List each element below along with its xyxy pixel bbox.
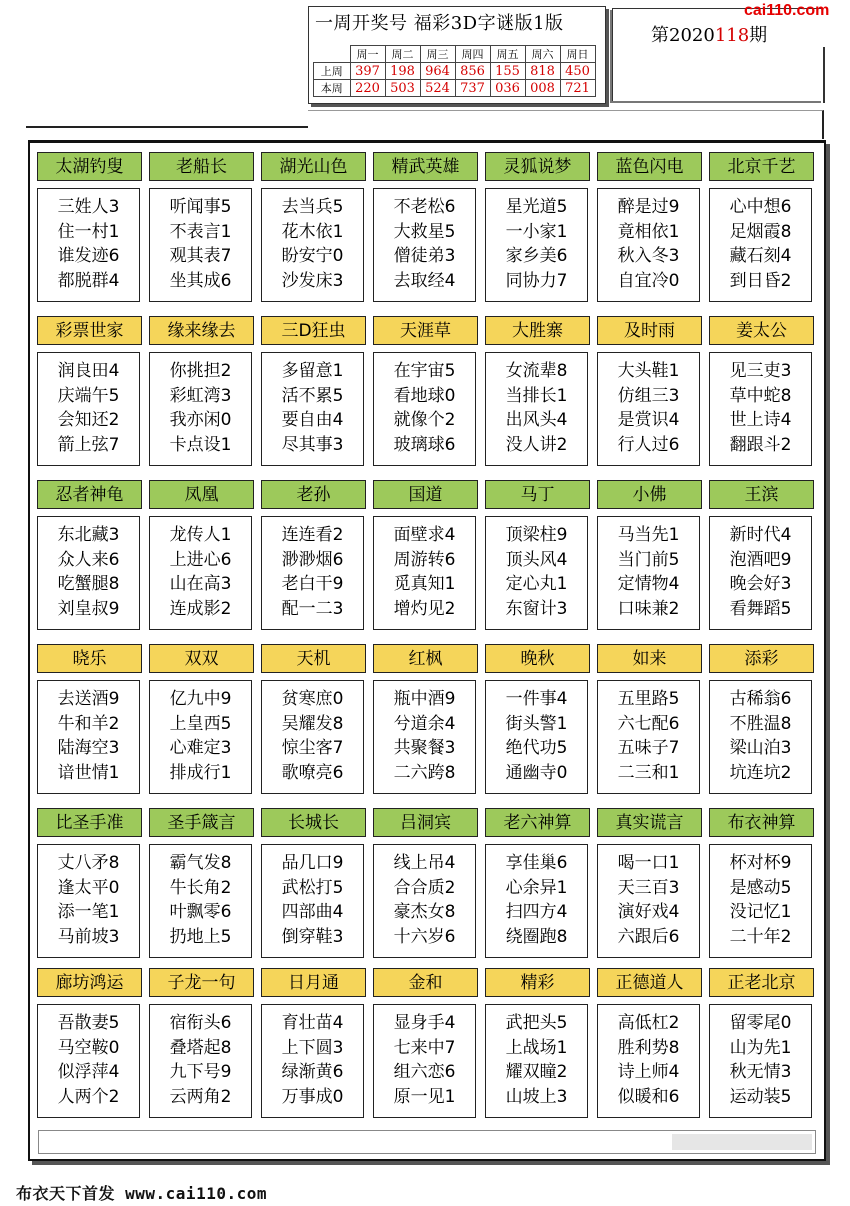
riddle-line: 逢太平0: [57, 877, 120, 898]
riddle-line: 绿渐黄6: [281, 1062, 344, 1082]
riddle-line: 吴耀发8: [281, 713, 344, 734]
riddle-lines: [261, 844, 364, 958]
riddle-lines: [149, 844, 252, 958]
riddle-line: 共聚餐3: [393, 738, 456, 758]
day-header: 周六: [525, 46, 560, 63]
riddle-line: 瓶中酒9: [393, 689, 456, 709]
site-logo: cai110.com: [744, 2, 830, 19]
riddle-line: 惊尘客7: [281, 738, 344, 758]
riddle-lines: [261, 680, 364, 794]
riddle-line: 翻跟斗2: [729, 434, 792, 455]
riddle-line: 刘皇叔9: [57, 598, 120, 619]
riddle-line: 六七配6: [617, 713, 680, 734]
riddle-line: 绕圈跑8: [505, 926, 568, 947]
riddle-line: 诗上师4: [617, 1062, 680, 1082]
riddle-line: 去送酒9: [57, 689, 120, 709]
riddle-line: 到日昏2: [729, 270, 792, 291]
riddle-lines: [709, 352, 812, 466]
riddle-line: 星光道5: [505, 197, 568, 217]
riddle-lines: [37, 1004, 140, 1118]
riddle-line: 藏石刻4: [729, 246, 792, 266]
author-name: 老六神算: [485, 808, 590, 837]
period-label: [651, 21, 767, 47]
riddle-line: 大头鞋1: [617, 361, 680, 381]
author-name: 三D狂虫: [261, 316, 366, 345]
riddle-line: 扔地上5: [169, 926, 232, 947]
riddle-line: 三姓人3: [57, 197, 120, 217]
riddle-lines: [373, 1004, 476, 1118]
riddle-line: 叶飘零6: [169, 902, 232, 922]
riddle-line: 二六跨8: [393, 762, 456, 783]
riddle-line: 添一笔1: [57, 902, 120, 922]
riddle-line: 谁发迹6: [57, 246, 120, 266]
riddle-line: 原一见1: [393, 1086, 456, 1107]
riddle-line: 沙发床3: [281, 270, 344, 291]
riddle-line: 箭上弦7: [57, 434, 120, 455]
riddle-line: 似暖和6: [617, 1086, 680, 1107]
riddle-line: 上下圆3: [281, 1037, 344, 1058]
riddle-line: 卡点设1: [169, 434, 232, 455]
result-number: 721: [560, 80, 595, 97]
day-header: 周五: [490, 46, 525, 63]
riddle-line: 我亦闲0: [169, 410, 232, 430]
riddle-line: 歌嘹亮6: [281, 762, 344, 783]
riddle-line: 耀双瞳2: [505, 1062, 568, 1082]
riddle-line: 顶头风4: [505, 549, 568, 570]
riddle-line: 梁山泊3: [729, 738, 792, 758]
riddle-line: 就像个2: [393, 410, 456, 430]
author-name: 太湖钓叟: [37, 152, 142, 181]
author-name: 子龙一句: [149, 968, 254, 997]
author-name: 老孙: [261, 480, 366, 509]
riddle-line: 似浮萍4: [57, 1062, 120, 1082]
riddle-line: 七来中7: [393, 1037, 456, 1058]
riddle-line: 上战场1: [505, 1037, 568, 1058]
riddle-lines: [37, 844, 140, 958]
riddle-line: 喝一口1: [617, 853, 680, 873]
riddle-line: 老白干9: [281, 574, 344, 594]
riddle-line: 五里路5: [617, 689, 680, 709]
last-week-label: 上周: [314, 63, 351, 80]
riddle-line: 宿衔头6: [169, 1013, 232, 1033]
author-name: 凤凰: [149, 480, 254, 509]
this-week-label: 本周: [314, 80, 351, 97]
riddle-line: 马前坡3: [57, 926, 120, 947]
riddle-line: 演好戏4: [617, 902, 680, 922]
riddle-line: 观其表7: [169, 246, 232, 266]
riddle-lines: [709, 844, 812, 958]
riddle-line: 山坡上3: [505, 1086, 568, 1107]
riddle-line: 醉是过9: [617, 197, 680, 217]
riddle-lines: [597, 188, 700, 302]
author-name: 缘来缘去: [149, 316, 254, 345]
author-name: 蓝色闪电: [597, 152, 702, 181]
riddle-lines: [37, 680, 140, 794]
riddle-lines: [597, 352, 700, 466]
riddle-line: 不胜温8: [729, 713, 792, 734]
riddle-line: 彩虹湾3: [169, 385, 232, 406]
riddle-lines: [709, 1004, 812, 1118]
author-name: 廊坊鸿运: [37, 968, 142, 997]
result-number: 220: [350, 80, 385, 97]
riddle-line: 没记忆1: [729, 902, 792, 922]
riddle-line: 享佳巢6: [505, 853, 568, 873]
riddle-lines: [485, 516, 588, 630]
riddle-line: 二十年2: [729, 926, 792, 947]
riddle-line: 配一二3: [281, 598, 344, 619]
riddle-lines: [485, 680, 588, 794]
author-name: 精武英雄: [373, 152, 478, 181]
riddle-lines: [485, 352, 588, 466]
author-name: 湖光山色: [261, 152, 366, 181]
riddle-line: 育壮苗4: [281, 1013, 344, 1033]
day-header: 周日: [560, 46, 595, 63]
riddle-line: 仿组三3: [617, 385, 680, 406]
result-number: 503: [385, 80, 420, 97]
riddle-lines: [261, 1004, 364, 1118]
riddle-line: 定心丸1: [505, 574, 568, 594]
riddle-line: 古稀翁6: [729, 689, 792, 709]
author-name: 双双: [149, 644, 254, 673]
period-number: 118: [714, 25, 750, 46]
riddle-line: 听闻事5: [169, 197, 232, 217]
riddle-line: 高低杠2: [617, 1013, 680, 1033]
riddle-line: 是赏识4: [617, 410, 680, 430]
riddle-line: 二三和1: [617, 762, 680, 783]
riddle-line: 多留意1: [281, 361, 344, 381]
riddle-line: 女流辈8: [505, 361, 568, 381]
riddle-line: 十六岁6: [393, 926, 456, 947]
riddle-line: 街头警1: [505, 713, 568, 734]
riddle-line: 心余异1: [505, 877, 568, 898]
riddle-line: 牛和羊2: [57, 713, 120, 734]
riddle-line: 兮道余4: [393, 713, 456, 734]
riddle-line: 顶梁柱9: [505, 525, 568, 545]
riddle-line: 陆海空3: [57, 738, 120, 758]
author-name: 晚秋: [485, 644, 590, 673]
author-name: 布衣神算: [709, 808, 814, 837]
riddle-lines: [149, 352, 252, 466]
author-name: 灵狐说梦: [485, 152, 590, 181]
corner-cell: [314, 46, 351, 63]
riddle-lines: [709, 188, 812, 302]
author-name: 日月通: [261, 968, 366, 997]
riddle-line: 线上吊4: [393, 853, 456, 873]
riddle-line: 山为先1: [729, 1037, 792, 1058]
riddle-lines: [709, 516, 812, 630]
riddle-line: 玻璃球6: [393, 434, 456, 455]
riddle-line: 坐其成6: [169, 270, 232, 291]
riddle-line: 没人讲2: [505, 434, 568, 455]
riddle-line: 住一村1: [57, 221, 120, 242]
author-name: 红枫: [373, 644, 478, 673]
riddle-line: 在宇宙5: [393, 361, 456, 381]
riddle-line: 排成行1: [169, 762, 232, 783]
period-box-edge: [823, 47, 825, 103]
riddle-line: 盼安宁0: [281, 246, 344, 266]
riddle-line: 看地球0: [393, 385, 456, 406]
author-name: 天涯草: [373, 316, 478, 345]
riddle-line: 连连看2: [281, 525, 344, 545]
riddle-line: 你挑担2: [169, 361, 232, 381]
riddle-line: 都脱群4: [57, 270, 120, 291]
riddle-line: 云两角2: [169, 1086, 232, 1107]
footer-credit: 布衣天下首发 www.cai110.com: [16, 1184, 267, 1203]
riddle-line: 自宜冷0: [617, 270, 680, 291]
result-number: 198: [385, 63, 420, 80]
riddle-line: 竟相依1: [617, 221, 680, 242]
author-name: 真实谎言: [597, 808, 702, 837]
result-number: 856: [455, 63, 490, 80]
weekly-results-table: [313, 45, 596, 97]
period-suffix: 期: [749, 25, 768, 46]
riddle-line: 众人来6: [57, 549, 120, 570]
riddle-lines: [149, 680, 252, 794]
riddle-line: 霸气发8: [169, 853, 232, 873]
riddle-line: 不老松6: [393, 197, 456, 217]
riddle-line: 杯对杯9: [729, 853, 792, 873]
riddle-line: 贫寒庶0: [281, 689, 344, 709]
riddle-line: 世上诗4: [729, 410, 792, 430]
riddle-line: 草中蛇8: [729, 385, 792, 406]
riddle-line: 胜利势8: [617, 1037, 680, 1058]
riddle-line: 上皇西5: [169, 713, 232, 734]
riddle-line: 绝代功5: [505, 738, 568, 758]
author-name: 比圣手准: [37, 808, 142, 837]
riddle-line: 周游转6: [393, 549, 456, 570]
riddle-line: 马当先1: [617, 525, 680, 545]
author-name: 及时雨: [597, 316, 702, 345]
riddle-line: 通幽寺0: [505, 762, 568, 783]
riddle-lines: [373, 516, 476, 630]
author-name: 北京千艺: [709, 152, 814, 181]
riddle-line: 僧徒弟3: [393, 246, 456, 266]
day-header: 周四: [455, 46, 490, 63]
riddle-lines: [597, 680, 700, 794]
result-number: 397: [350, 63, 385, 80]
author-name: 如来: [597, 644, 702, 673]
riddle-lines: [37, 188, 140, 302]
riddle-lines: [709, 680, 812, 794]
riddle-line: 九下号9: [169, 1062, 232, 1082]
riddle-line: 口味兼2: [617, 598, 680, 619]
riddle-line: 四部曲4: [281, 902, 344, 922]
riddle-line: 不表言1: [169, 221, 232, 242]
riddle-line: 当排长1: [505, 385, 568, 406]
riddle-line: 武松打5: [281, 877, 344, 898]
riddle-line: 庆端午5: [57, 385, 120, 406]
riddle-lines: [597, 844, 700, 958]
riddle-line: 同协力7: [505, 270, 568, 291]
riddle-line: 面壁求4: [393, 525, 456, 545]
riddle-line: 东北藏3: [57, 525, 120, 545]
riddle-line: 一小家1: [505, 221, 568, 242]
riddle-lines: [597, 1004, 700, 1118]
riddle-line: 人两个2: [57, 1086, 120, 1107]
riddle-line: 看舞蹈5: [729, 598, 792, 619]
riddle-line: 亿九中9: [169, 689, 232, 709]
author-name: 圣手箴言: [149, 808, 254, 837]
day-header: 周二: [385, 46, 420, 63]
riddle-lines: [149, 516, 252, 630]
result-number: 964: [420, 63, 455, 80]
author-name: 正老北京: [709, 968, 814, 997]
riddle-line: 出风头4: [505, 410, 568, 430]
riddle-line: 显身手4: [393, 1013, 456, 1033]
riddle-line: 觅真知1: [393, 574, 456, 594]
riddle-line: 叠塔起8: [169, 1037, 232, 1058]
author-name: 长城长: [261, 808, 366, 837]
riddle-lines: [485, 1004, 588, 1118]
riddle-lines: [149, 1004, 252, 1118]
riddle-line: 新时代4: [729, 525, 792, 545]
riddle-line: 行人过6: [617, 434, 680, 455]
day-header: 周一: [350, 46, 385, 63]
result-number: 524: [420, 80, 455, 97]
top-blank-box: [308, 110, 824, 139]
riddle-line: 是感动5: [729, 877, 792, 898]
riddle-line: 去取经4: [393, 270, 456, 291]
riddle-line: 上进心6: [169, 549, 232, 570]
author-name: 王滨: [709, 480, 814, 509]
riddle-line: 万事成0: [281, 1086, 344, 1107]
author-name: 小佛: [597, 480, 702, 509]
riddle-lines: [485, 188, 588, 302]
riddle-lines: [373, 352, 476, 466]
riddle-line: 心中想6: [729, 197, 792, 217]
riddle-line: 渺渺烟6: [281, 549, 344, 570]
riddle-lines: [261, 188, 364, 302]
riddle-line: 会知还2: [57, 410, 120, 430]
riddle-line: 泡酒吧9: [729, 549, 792, 570]
author-name: 老船长: [149, 152, 254, 181]
riddle-line: 品几口9: [281, 853, 344, 873]
riddle-line: 见三吏3: [729, 361, 792, 381]
riddle-line: 吃蟹腿8: [57, 574, 120, 594]
result-number: 737: [455, 80, 490, 97]
riddle-line: 大救星5: [393, 221, 456, 242]
riddle-lines: [37, 352, 140, 466]
riddle-line: 运动装5: [729, 1086, 792, 1107]
riddle-line: 坑连坑2: [729, 762, 792, 783]
riddle-line: 龙传人1: [169, 525, 232, 545]
riddle-line: 马空鞍0: [57, 1037, 120, 1058]
riddle-line: 晚会好3: [729, 574, 792, 594]
riddle-line: 丈八矛8: [57, 853, 120, 873]
riddle-line: 润良田4: [57, 361, 120, 381]
riddle-line: 尽其事3: [281, 434, 344, 455]
author-name: 吕洞宾: [373, 808, 478, 837]
riddle-line: 花木依1: [281, 221, 344, 242]
riddle-line: 六跟后6: [617, 926, 680, 947]
riddle-line: 东窗计3: [505, 598, 568, 619]
author-name: 大胜寨: [485, 316, 590, 345]
author-name: 精彩: [485, 968, 590, 997]
riddle-line: 武把头5: [505, 1013, 568, 1033]
riddle-line: 山在高3: [169, 574, 232, 594]
riddle-line: 豪杰女8: [393, 902, 456, 922]
riddle-line: 合合质2: [393, 877, 456, 898]
author-name: 忍者神龟: [37, 480, 142, 509]
day-header: 周三: [420, 46, 455, 63]
riddle-lines: [149, 188, 252, 302]
bottom-gray-block: [672, 1134, 812, 1150]
riddle-lines: [485, 844, 588, 958]
result-number: 818: [525, 63, 560, 80]
result-number: 450: [560, 63, 595, 80]
riddle-line: 要自由4: [281, 410, 344, 430]
riddle-line: 扫四方4: [505, 902, 568, 922]
weekly-results-box: [308, 6, 606, 104]
riddle-line: 足烟霞8: [729, 221, 792, 242]
riddle-lines: [373, 680, 476, 794]
riddle-line: 活不累5: [281, 385, 344, 406]
period-box: [612, 8, 823, 101]
author-name: 晓乐: [37, 644, 142, 673]
riddle-line: 秋入冬3: [617, 246, 680, 266]
riddle-line: 吾散妻5: [57, 1013, 120, 1033]
riddle-line: 秋无情3: [729, 1062, 792, 1082]
riddle-line: 去当兵5: [281, 197, 344, 217]
riddle-line: 谙世情1: [57, 762, 120, 783]
riddle-lines: [261, 352, 364, 466]
riddle-lines: [37, 516, 140, 630]
riddle-line: 当门前5: [617, 549, 680, 570]
author-name: 添彩: [709, 644, 814, 673]
riddle-line: 定情物4: [617, 574, 680, 594]
result-number: 036: [490, 80, 525, 97]
period-prefix: 第2020: [651, 25, 715, 46]
author-name: 彩票世家: [37, 316, 142, 345]
riddle-line: 增灼见2: [393, 598, 456, 619]
riddle-line: 牛长角2: [169, 877, 232, 898]
riddle-lines: [373, 188, 476, 302]
author-name: 天机: [261, 644, 366, 673]
riddle-line: 连成影2: [169, 598, 232, 619]
riddle-line: 一件事4: [505, 689, 568, 709]
riddle-line: 五味子7: [617, 738, 680, 758]
weekly-results-title: 一周开奖号 福彩3D字谜版1版: [315, 13, 564, 34]
author-name: 马丁: [485, 480, 590, 509]
result-number: 155: [490, 63, 525, 80]
riddle-lines: [597, 516, 700, 630]
riddle-line: 倒穿鞋3: [281, 926, 344, 947]
author-name: 姜太公: [709, 316, 814, 345]
riddle-line: 心难定3: [169, 738, 232, 758]
result-number: 008: [525, 80, 560, 97]
riddle-line: 留零尾0: [729, 1013, 792, 1033]
author-name: 国道: [373, 480, 478, 509]
riddle-line: 家乡美6: [505, 246, 568, 266]
author-name: 金和: [373, 968, 478, 997]
riddle-lines: [373, 844, 476, 958]
riddle-line: 天三百3: [617, 877, 680, 898]
riddle-line: 组六恋6: [393, 1062, 456, 1082]
author-name: 正德道人: [597, 968, 702, 997]
riddle-lines: [261, 516, 364, 630]
